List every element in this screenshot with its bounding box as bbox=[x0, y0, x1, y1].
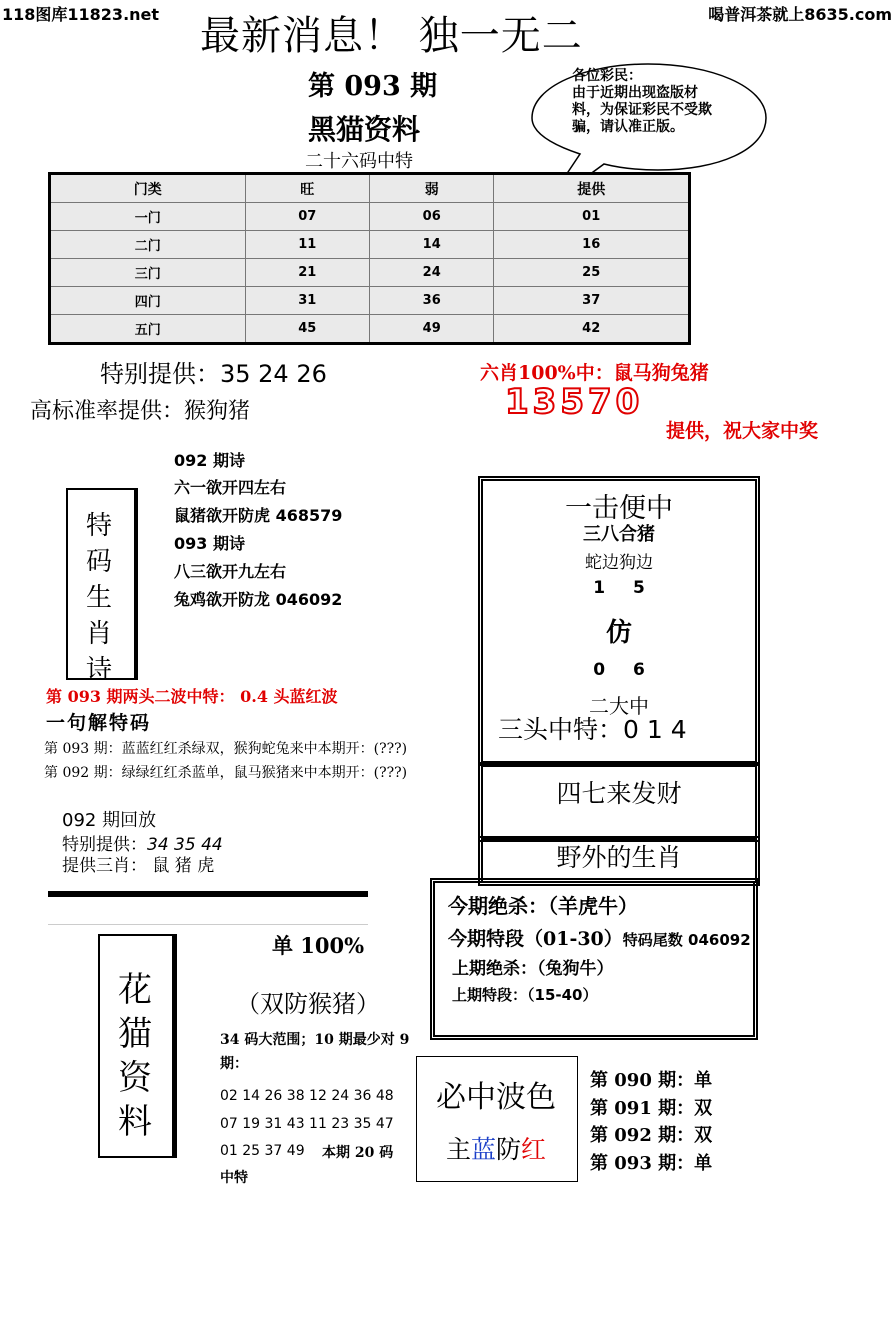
table-row bbox=[50, 231, 690, 259]
table-cell: 49 bbox=[369, 315, 493, 344]
site-right-link[interactable]: 喝普洱茶就上8635.com bbox=[708, 5, 892, 24]
one-phrase-title: 一句解特码 bbox=[46, 712, 152, 734]
number-line: 07 19 31 43 11 23 35 47 bbox=[220, 1116, 394, 1132]
single-pick: 单 100% bbox=[272, 933, 365, 958]
riddle-line: 第 092 期：绿绿红红杀蓝单，鼠马猴猪来中本期开：(???) bbox=[44, 765, 408, 781]
table-header-cell: 门类 bbox=[50, 174, 246, 203]
table-cell: 24 bbox=[369, 259, 493, 287]
range-note: 34 码大范围；10 期最少对 9 期： bbox=[220, 1032, 410, 1072]
table-header-cell: 提供 bbox=[494, 174, 690, 203]
poem-title-text: 特码生肖诗 bbox=[86, 511, 113, 685]
kill-line bbox=[448, 924, 751, 951]
table-cell: 37 bbox=[494, 287, 690, 315]
red-blessing: 提供，祝大家中奖 bbox=[666, 420, 819, 442]
double-guard: （双防猴猪） bbox=[236, 990, 380, 1018]
table-cell: 11 bbox=[245, 231, 369, 259]
current-20-note: 本期 20 码 bbox=[322, 1145, 394, 1161]
kill-segment: 今期特段（01-30） bbox=[448, 928, 623, 950]
table-cell: 31 bbox=[245, 287, 369, 315]
hit-numbers: 1 5 bbox=[593, 578, 645, 598]
table-cell: 01 bbox=[494, 203, 690, 231]
table-cell: 三门 bbox=[50, 259, 246, 287]
table-header-row bbox=[50, 174, 690, 203]
subtitle: 二十六码中特 bbox=[305, 151, 413, 172]
wave-blue: 蓝 bbox=[470, 1135, 496, 1164]
site-left-link[interactable]: 118图库11823.net bbox=[2, 5, 160, 24]
poem-line: 八三欲开九左右 bbox=[174, 562, 287, 581]
table-cell: 07 bbox=[245, 203, 369, 231]
hit-title: 一击便中 bbox=[565, 493, 673, 524]
riddle-line: 第 093 期：蓝蓝红红杀绿双，猴狗蛇兔来中本期开：(???) bbox=[44, 741, 408, 757]
number-line: 01 25 37 49 bbox=[220, 1143, 305, 1159]
kill-tail: 特码尾数 046092 bbox=[622, 931, 751, 949]
poem-line: 六一欲开四左右 bbox=[174, 478, 287, 497]
table-row bbox=[50, 203, 690, 231]
replay-special-label: 特别提供： bbox=[62, 835, 147, 855]
fortune-text: 四七来发财 bbox=[556, 779, 682, 808]
six-zodiac-pick: 六肖100%中：鼠马狗兔猪 bbox=[480, 362, 709, 384]
three-heads: 三头中特：0 1 4 bbox=[498, 715, 687, 744]
wild-text: 野外的生肖 bbox=[556, 843, 682, 872]
table-cell: 14 bbox=[369, 231, 493, 259]
table-header-cell: 旺 bbox=[245, 174, 369, 203]
kill-line: 今期绝杀：（羊虎牛） bbox=[448, 894, 638, 918]
wave-title: 必中波色 bbox=[436, 1080, 556, 1115]
table-cell: 16 bbox=[494, 231, 690, 259]
hit-snake-line: 蛇边狗边 bbox=[585, 553, 653, 573]
replay-three: 提供三肖： 鼠 猪 虎 bbox=[62, 856, 215, 876]
table-cell: 四门 bbox=[50, 287, 246, 315]
table-cell: 五门 bbox=[50, 315, 246, 344]
kill-line: 上期特段：（15-40） bbox=[452, 986, 598, 1004]
table-row bbox=[50, 315, 690, 344]
high-standard-offer: 高标准率提供：猴狗猪 bbox=[30, 399, 251, 424]
notice-text: 各位彩民： 由于近期出现盗版材料，为保证彩民不受欺骗，请认准正版。 bbox=[572, 68, 712, 135]
table-cell: 06 bbox=[369, 203, 493, 231]
hit-cut-line: 三八合猪 bbox=[583, 524, 655, 545]
hit-imitate: 仿 bbox=[605, 618, 632, 648]
table-cell: 一门 bbox=[50, 203, 246, 231]
hit-label: 中特 bbox=[220, 1170, 248, 1186]
wave-guard: 防 bbox=[496, 1135, 522, 1164]
table-header-cell: 弱 bbox=[369, 174, 493, 203]
two-heads-pick: 第 093 期两头二波中特： 0.4 头蓝红波 bbox=[46, 687, 338, 706]
code-table bbox=[48, 172, 691, 345]
poem-title bbox=[66, 508, 132, 688]
table-cell: 25 bbox=[494, 259, 690, 287]
wave-line bbox=[416, 1130, 576, 1166]
hit-cut-line: 二大中 bbox=[589, 694, 649, 718]
headline: 最新消息！ 独一无二 bbox=[200, 13, 583, 59]
flower-title bbox=[98, 968, 172, 1144]
divider bbox=[48, 924, 368, 925]
poem-line: 093 期诗 bbox=[174, 534, 245, 553]
table-cell: 36 bbox=[369, 287, 493, 315]
replay-title: 092 期回放 bbox=[62, 810, 157, 831]
wave-main: 主 bbox=[445, 1135, 471, 1164]
parity-item: 第 092 期：双 bbox=[590, 1125, 713, 1146]
poem-line: 鼠猪欲开防虎 468579 bbox=[174, 506, 343, 525]
issue-number: 第 093 期 bbox=[308, 71, 438, 102]
table-cell: 21 bbox=[245, 259, 369, 287]
replay-special-value: 34 35 44 bbox=[147, 835, 223, 855]
flower-title-text: 花猫资料 bbox=[118, 970, 152, 1142]
poem-line: 092 期诗 bbox=[174, 451, 245, 470]
wave-red: 红 bbox=[521, 1135, 547, 1164]
special-offer: 特别提供：35 24 26 bbox=[100, 360, 327, 388]
brand-title: 黑猫资料 bbox=[308, 113, 421, 146]
number-line: 02 14 26 38 12 24 36 48 bbox=[220, 1088, 394, 1104]
table-row bbox=[50, 287, 690, 315]
poem-line: 兔鸡欲开防龙 046092 bbox=[174, 590, 343, 609]
parity-item: 第 090 期：单 bbox=[590, 1070, 713, 1091]
table-row bbox=[50, 259, 690, 287]
table-cell: 二门 bbox=[50, 231, 246, 259]
table-cell: 45 bbox=[245, 315, 369, 344]
hit-numbers: 0 6 bbox=[593, 660, 645, 680]
kill-line: 上期绝杀：（兔狗牛） bbox=[452, 959, 614, 979]
parity-item: 第 093 期：单 bbox=[590, 1153, 713, 1174]
divider bbox=[48, 891, 368, 897]
table-cell: 42 bbox=[494, 315, 690, 344]
parity-item: 第 091 期：双 bbox=[590, 1098, 713, 1119]
red-number: 13570 bbox=[505, 382, 644, 422]
